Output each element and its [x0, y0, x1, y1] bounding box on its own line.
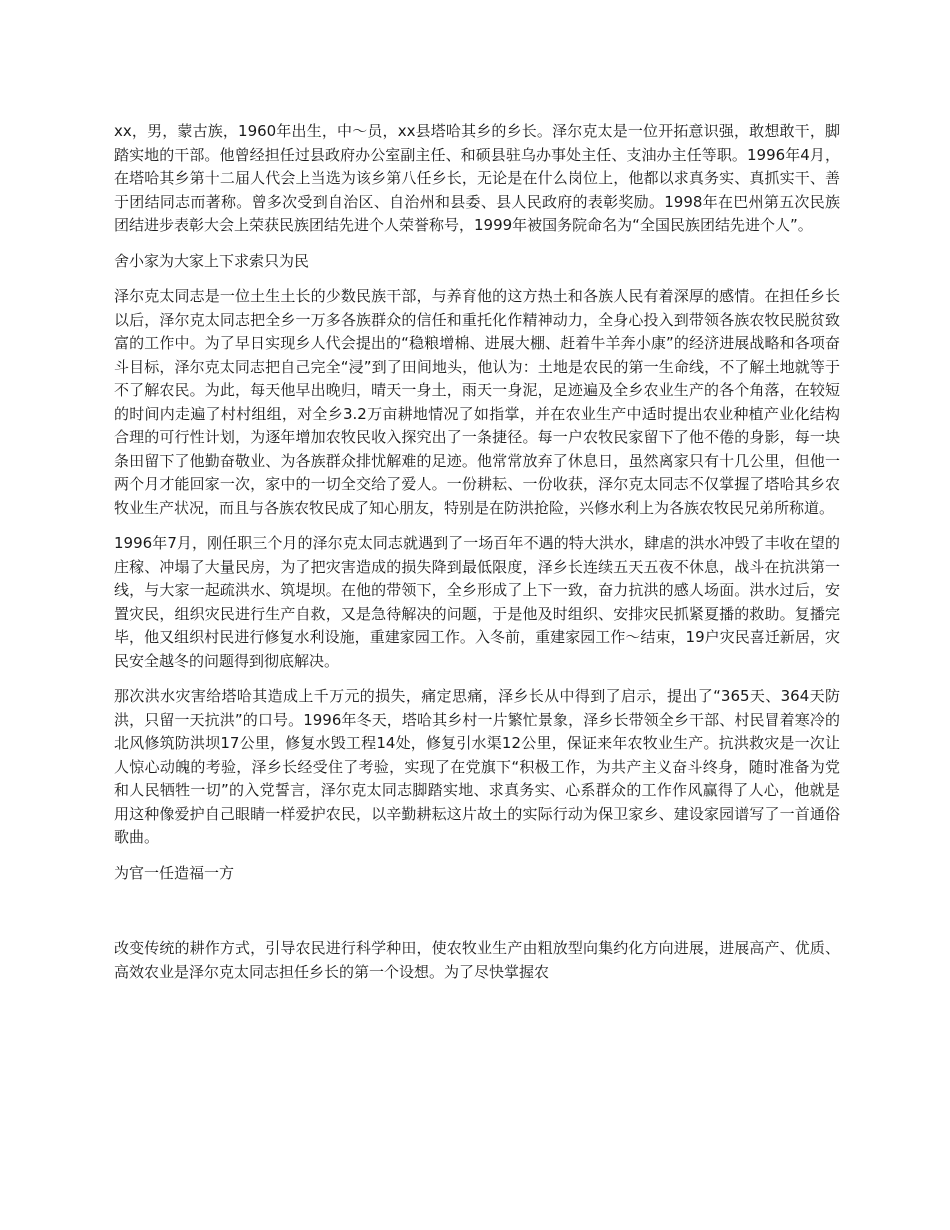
paragraph-farming-reform: 改变传统的耕作方式，引导农民进行科学种田，使农牧业生产由粗放型向集约化方向进展，进展高产、优质、高效农业是泽尔克太同志担任乡长的第一个设想。为了尽快掌握农: [114, 939, 840, 981]
paragraph-intro: xx，男，蒙古族，1960年出生，中～员，xx县塔哈其乡的乡长。泽尔克太是一位开拓意识强，敢想敢干，脚踏实地的干部。他曾经担任过县政府办公室副主任、和硕县驻乌办事处主任、支油办主任等职。1996年4月，在塔哈其乡第十二届人代会上当选为该乡第八任乡长，无论是在什么岗位上，他都以求真务实、真抓实干、善于团结同志而著称。曾多次受到自治区、自治州和县委、县人民政府的表彰奖励。1998年在巴州第五次民族团结进步表彰大会上荣获民族团结先进个人荣誉称号，1999年被国务院命名为“全国民族团结先进个人”。: [114, 122, 840, 234]
paragraph-dedication: 泽尔克太同志是一位土生土长的少数民族干部，与养育他的这方热土和各族人民有着深厚的感情。在担任乡长以后，泽尔克太同志把全乡一万多各族群众的信任和重托化作精神动力，全身心投入到带领各族农牧民脱贫致富的工作中。为了早日实现乡人代会提出的“稳粮增棉、进展大棚、赶着牛羊奔小康”的经济进展战略和各项奋斗目标，泽尔克太同志把自己完全“浸”到了田间地头，他认为：土地是农民的第一生命线，不了解土地就等于不了解农民。为此，每天他早出晚归，晴天一身土，雨天一身泥，足迹遍及全乡农业生产的各个角落，在较短的时间内走遍了村村组组，对全乡3.2万亩耕地情况了如指掌，并在农业生产中适时提出农业种植产业化结构合理的可行性计划，为逐年增加农牧民收入探究出了一条捷径。每一户农牧民家留下了他不倦的身影，每一块条田留下了他勤奋敬业、为各族群众排忧解难的足迹。他常常放弃了休息日，虽然离家只有十几公里，但他一两个月才能回家一次，家中的一切全交给了爱人。一份耕耘、一份收获，泽尔克太同志不仅掌握了塔哈其乡农牧业生产状况，而且与各族农牧民成了知心朋友，特别是在防洪抢险，兴修水利上为各族农牧民兄弟所称道。: [114, 287, 840, 517]
section-heading-2: 为官一任造福一方: [114, 863, 235, 882]
document-page: [114, 120, 840, 996]
paragraph-flood-lessons: 那次洪水灾害给塔哈其造成上千万元的损失，痛定思痛，泽乡长从中得到了启示，提出了“365天、364天防洪，只留一天抗洪”的口号。1996年冬天，塔哈其乡村一片繁忙景象，泽乡长带领全乡干部、村民冒着寒冷的北风修筑防洪坝17公里，修复水毁工程14处，修复引水渠12公里，保证来年农牧业生产。抗洪救灾是一次让人惊心动魄的考验，泽乡长经受住了考验，实现了在党旗下“积极工作，为共产主义奋斗终身，随时准备为党和人民牺牲一切”的入党誓言，泽尔克太同志脚踏实地、求真务实、心系群众的工作作风赢得了人心，他就是用这种像爱护自己眼睛一样爱护农民，以辛勤耕耘这片故土的实际行动为保卫家乡、建设家园谱写了一首通俗歌曲。: [114, 687, 840, 846]
paragraph-flood-1996: 1996年7月，刚任职三个月的泽尔克太同志就遇到了一场百年不遇的特大洪水，肆虐的洪水冲毁了丰收在望的庄稼、冲塌了大量民房，为了把灾害造成的损失降到最低限度，泽乡长连续五天五夜不休息，战斗在抗洪第一线，与大家一起疏洪水、筑堤坝。在他的带领下，全乡形成了上下一致，奋力抗洪的感人场面。洪水过后，安置灾民，组织灾民进行生产自救，又是急待解决的问题，于是他及时组织、安排灾民抓紧夏播的救助。复播完毕，他又组织村民进行修复水利设施，重建家园工作。入冬前，重建家园工作～结束，19户灾民喜迁新居，灾民安全越冬的问题得到彻底解决。: [114, 534, 840, 670]
blank-gap: [114, 897, 840, 937]
section-heading-1: 舍小家为大家上下求索只为民: [114, 251, 310, 270]
